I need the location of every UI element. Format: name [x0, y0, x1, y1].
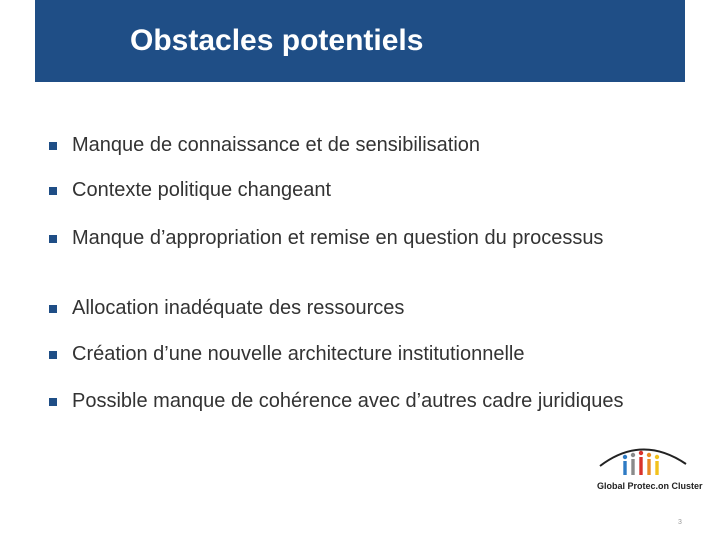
square-bullet-icon — [49, 142, 57, 150]
bullet-item — [49, 226, 649, 251]
slide-title: Obstacles potentiels — [130, 24, 424, 57]
bullet-item — [49, 389, 649, 414]
square-bullet-icon — [49, 235, 57, 243]
bullet-item — [49, 296, 649, 321]
square-bullet-icon — [49, 305, 57, 313]
bullet-text: Contexte politique changeant — [72, 179, 332, 201]
square-bullet-icon — [49, 351, 57, 359]
bullet-text: Création d’une nouvelle architecture institutionnelle — [72, 343, 525, 365]
bullet-item — [49, 133, 649, 158]
title-banner — [35, 0, 685, 82]
bullet-text: Possible manque de cohérence avec d’autres cadre juridiques — [72, 390, 624, 412]
bullet-text: Manque d’appropriation et remise en question du processus — [72, 227, 604, 249]
page-number: 3 — [678, 519, 682, 526]
bullet-item — [49, 342, 649, 367]
square-bullet-icon — [49, 398, 57, 406]
bullet-item — [49, 178, 649, 203]
bullet-text: Allocation inadéquate des ressources — [72, 297, 405, 319]
logo-text: Global Protec.on Cluster — [597, 481, 703, 491]
square-bullet-icon — [49, 187, 57, 195]
bullet-text: Manque de connaissance et de sensibilisation — [72, 134, 481, 156]
